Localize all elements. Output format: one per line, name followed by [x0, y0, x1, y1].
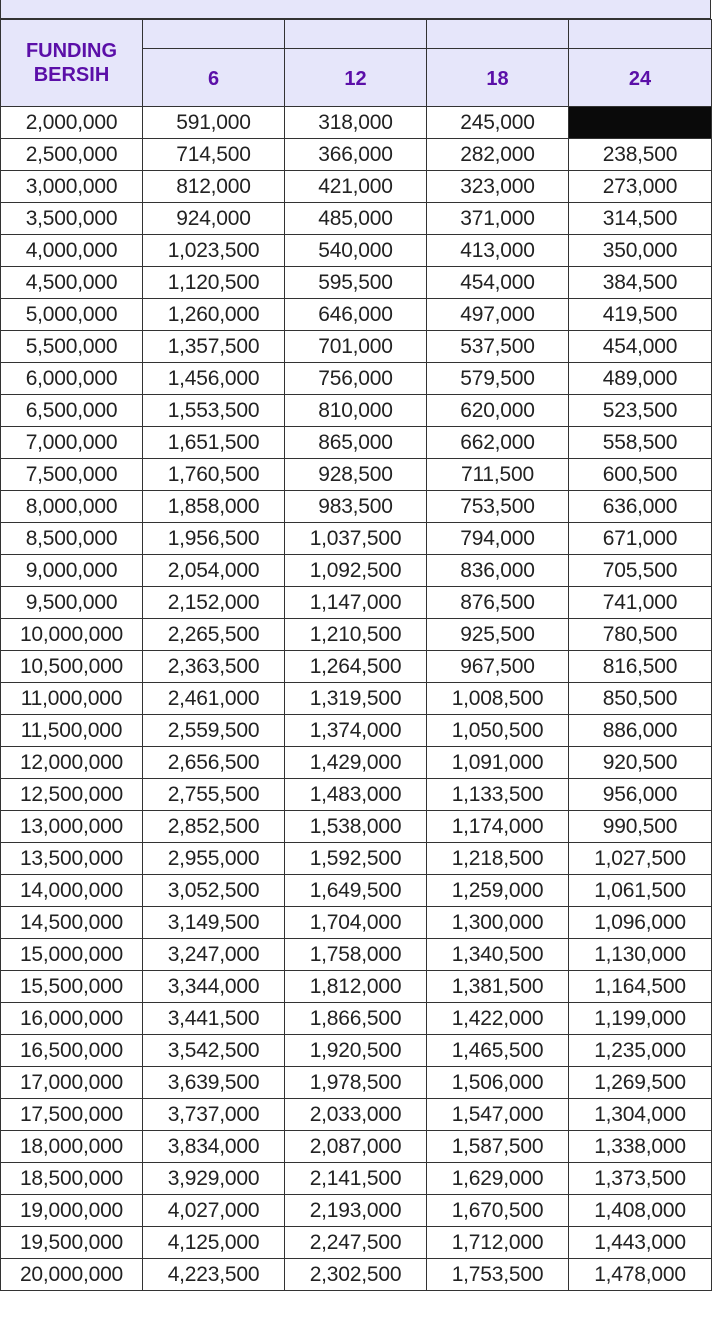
installment-cell-18: 1,670,500	[427, 1195, 569, 1227]
installment-cell-12: 1,429,000	[285, 747, 427, 779]
installment-cell-18: 454,000	[427, 267, 569, 299]
table-row	[1, 747, 712, 779]
installment-cell-12: 701,000	[285, 331, 427, 363]
table-row	[1, 555, 712, 587]
installment-cell-12: 1,538,000	[285, 811, 427, 843]
installment-cell-6: 1,858,000	[143, 491, 285, 523]
installment-cell-24: 1,061,500	[569, 875, 712, 907]
table-row	[1, 203, 712, 235]
installment-cell-24: 1,027,500	[569, 843, 712, 875]
funding-cell: 7,500,000	[1, 459, 143, 491]
table-row	[1, 299, 712, 331]
funding-cell: 7,000,000	[1, 427, 143, 459]
installment-cell-12: 1,037,500	[285, 523, 427, 555]
installment-cell-12: 2,247,500	[285, 1227, 427, 1259]
installment-cell-24: 1,338,000	[569, 1131, 712, 1163]
funding-cell: 14,500,000	[1, 907, 143, 939]
installment-cell-18: 282,000	[427, 139, 569, 171]
funding-cell: 13,500,000	[1, 843, 143, 875]
installment-cell-6: 2,852,500	[143, 811, 285, 843]
table-row	[1, 267, 712, 299]
funding-cell: 16,500,000	[1, 1035, 143, 1067]
installment-cell-6: 1,651,500	[143, 427, 285, 459]
installment-cell-12: 540,000	[285, 235, 427, 267]
installment-cell-12: 1,092,500	[285, 555, 427, 587]
installment-cell-12: 646,000	[285, 299, 427, 331]
installment-cell-24: 1,164,500	[569, 971, 712, 1003]
installment-cell-24: 1,373,500	[569, 1163, 712, 1195]
installment-cell-6: 2,054,000	[143, 555, 285, 587]
table-row	[1, 875, 712, 907]
installment-cell-6: 1,553,500	[143, 395, 285, 427]
tenor-header-spacer	[427, 20, 569, 49]
installment-cell-24: 1,478,000	[569, 1259, 712, 1291]
installment-cell-18: 1,547,000	[427, 1099, 569, 1131]
installment-cell-18: 537,500	[427, 331, 569, 363]
installment-cell-12: 1,704,000	[285, 907, 427, 939]
installment-cell-18: 1,259,000	[427, 875, 569, 907]
installment-cell-18: 1,712,000	[427, 1227, 569, 1259]
funding-cell: 4,000,000	[1, 235, 143, 267]
installment-cell-18: 1,174,000	[427, 811, 569, 843]
funding-cell: 2,000,000	[1, 107, 143, 139]
funding-cell: 8,000,000	[1, 491, 143, 523]
installment-cell-24: 1,199,000	[569, 1003, 712, 1035]
installment-cell-18: 1,381,500	[427, 971, 569, 1003]
funding-cell: 5,000,000	[1, 299, 143, 331]
installment-cell-24: 1,304,000	[569, 1099, 712, 1131]
table-row	[1, 843, 712, 875]
installment-cell-6: 4,125,000	[143, 1227, 285, 1259]
installment-cell-18: 371,000	[427, 203, 569, 235]
installment-cell-6: 3,737,000	[143, 1099, 285, 1131]
installment-cell-12: 2,141,500	[285, 1163, 427, 1195]
installment-cell-18: 1,465,500	[427, 1035, 569, 1067]
table-row	[1, 1099, 712, 1131]
installment-cell-24: 489,000	[569, 363, 712, 395]
installment-cell-6: 3,247,000	[143, 939, 285, 971]
installment-cell-6: 1,357,500	[143, 331, 285, 363]
tenor-header-12: 12	[285, 49, 427, 107]
table-row	[1, 395, 712, 427]
installment-cell-18: 836,000	[427, 555, 569, 587]
installment-cell-18: 967,500	[427, 651, 569, 683]
installment-cell-18: 1,300,000	[427, 907, 569, 939]
installment-cell-18: 662,000	[427, 427, 569, 459]
installment-cell-12: 2,087,000	[285, 1131, 427, 1163]
installment-cell-18: 1,008,500	[427, 683, 569, 715]
installment-cell-24: 1,269,500	[569, 1067, 712, 1099]
installment-cell-12: 2,193,000	[285, 1195, 427, 1227]
funding-cell: 6,500,000	[1, 395, 143, 427]
table-row	[1, 1067, 712, 1099]
tenor-header-18: 18	[427, 49, 569, 107]
tenor-header-spacer	[569, 20, 712, 49]
funding-cell: 15,500,000	[1, 971, 143, 1003]
installment-cell-6: 3,441,500	[143, 1003, 285, 1035]
funding-cell: 18,000,000	[1, 1131, 143, 1163]
installment-cell-6: 1,120,500	[143, 267, 285, 299]
funding-cell: 9,500,000	[1, 587, 143, 619]
installment-cell-12: 1,920,500	[285, 1035, 427, 1067]
funding-cell: 18,500,000	[1, 1163, 143, 1195]
table-top-strip	[0, 0, 711, 19]
funding-column-header	[1, 20, 143, 107]
funding-cell: 17,500,000	[1, 1099, 143, 1131]
funding-cell: 12,000,000	[1, 747, 143, 779]
installment-cell-6: 2,265,500	[143, 619, 285, 651]
installment-cell-12: 1,812,000	[285, 971, 427, 1003]
table-row	[1, 1163, 712, 1195]
funding-header-line1: FUNDING	[25, 40, 118, 62]
funding-cell: 3,000,000	[1, 171, 143, 203]
funding-cell: 19,000,000	[1, 1195, 143, 1227]
funding-cell: 20,000,000	[1, 1259, 143, 1291]
installment-cell-12: 2,302,500	[285, 1259, 427, 1291]
installment-cell-12: 1,866,500	[285, 1003, 427, 1035]
installment-cell-18: 711,500	[427, 459, 569, 491]
installment-cell-12: 1,758,000	[285, 939, 427, 971]
installment-cell-18: 497,000	[427, 299, 569, 331]
table-row	[1, 1227, 712, 1259]
funding-cell: 6,000,000	[1, 363, 143, 395]
funding-cell: 13,000,000	[1, 811, 143, 843]
installment-cell-6: 714,500	[143, 139, 285, 171]
table-row	[1, 587, 712, 619]
installment-cell-18: 876,500	[427, 587, 569, 619]
installment-table	[0, 19, 712, 1291]
installment-cell-24: 886,000	[569, 715, 712, 747]
table-row	[1, 1131, 712, 1163]
installment-cell-12: 2,033,000	[285, 1099, 427, 1131]
installment-cell-24: 1,443,000	[569, 1227, 712, 1259]
table-row	[1, 523, 712, 555]
installment-cell-6: 1,260,000	[143, 299, 285, 331]
installment-cell-24: 419,500	[569, 299, 712, 331]
installment-cell-6: 2,461,000	[143, 683, 285, 715]
installment-cell-12: 366,000	[285, 139, 427, 171]
table-row	[1, 235, 712, 267]
installment-cell-18: 794,000	[427, 523, 569, 555]
installment-cell-6: 3,052,500	[143, 875, 285, 907]
installment-cell-24: 454,000	[569, 331, 712, 363]
table-row	[1, 363, 712, 395]
installment-cell-24: 558,500	[569, 427, 712, 459]
installment-cell-24	[569, 107, 712, 139]
installment-cell-6: 1,956,500	[143, 523, 285, 555]
installment-cell-6: 2,755,500	[143, 779, 285, 811]
installment-cell-24: 600,500	[569, 459, 712, 491]
table-row	[1, 427, 712, 459]
installment-cell-18: 1,218,500	[427, 843, 569, 875]
table-row	[1, 491, 712, 523]
installment-cell-6: 1,760,500	[143, 459, 285, 491]
funding-cell: 11,000,000	[1, 683, 143, 715]
installment-cell-12: 865,000	[285, 427, 427, 459]
installment-cell-12: 485,000	[285, 203, 427, 235]
installment-cell-18: 245,000	[427, 107, 569, 139]
installment-cell-12: 1,649,500	[285, 875, 427, 907]
installment-cell-18: 1,133,500	[427, 779, 569, 811]
installment-cell-6: 2,559,500	[143, 715, 285, 747]
installment-cell-24: 990,500	[569, 811, 712, 843]
installment-cell-12: 928,500	[285, 459, 427, 491]
installment-cell-6: 4,027,000	[143, 1195, 285, 1227]
funding-cell: 12,500,000	[1, 779, 143, 811]
table-row	[1, 107, 712, 139]
installment-cell-6: 3,639,500	[143, 1067, 285, 1099]
installment-cell-12: 1,147,000	[285, 587, 427, 619]
funding-cell: 10,000,000	[1, 619, 143, 651]
installment-cell-12: 421,000	[285, 171, 427, 203]
table-row	[1, 139, 712, 171]
installment-cell-24: 1,408,000	[569, 1195, 712, 1227]
table-body	[1, 107, 712, 1291]
funding-cell: 17,000,000	[1, 1067, 143, 1099]
installment-cell-12: 1,374,000	[285, 715, 427, 747]
installment-cell-18: 323,000	[427, 171, 569, 203]
installment-cell-18: 1,587,500	[427, 1131, 569, 1163]
table-row	[1, 1035, 712, 1067]
installment-cell-6: 591,000	[143, 107, 285, 139]
table-row	[1, 1003, 712, 1035]
installment-cell-6: 812,000	[143, 171, 285, 203]
installment-cell-24: 384,500	[569, 267, 712, 299]
table-row	[1, 779, 712, 811]
funding-cell: 5,500,000	[1, 331, 143, 363]
table-row	[1, 939, 712, 971]
tenor-header-24: 24	[569, 49, 712, 107]
installment-cell-12: 1,264,500	[285, 651, 427, 683]
installment-cell-6: 2,955,000	[143, 843, 285, 875]
installment-cell-24: 741,000	[569, 587, 712, 619]
installment-cell-24: 1,235,000	[569, 1035, 712, 1067]
funding-cell: 14,000,000	[1, 875, 143, 907]
installment-cell-18: 1,422,000	[427, 1003, 569, 1035]
installment-cell-18: 1,629,000	[427, 1163, 569, 1195]
funding-cell: 19,500,000	[1, 1227, 143, 1259]
installment-cell-12: 1,319,500	[285, 683, 427, 715]
installment-cell-6: 2,656,500	[143, 747, 285, 779]
installment-cell-18: 620,000	[427, 395, 569, 427]
installment-cell-6: 2,152,000	[143, 587, 285, 619]
installment-cell-18: 1,050,500	[427, 715, 569, 747]
installment-cell-24: 1,130,000	[569, 939, 712, 971]
funding-header-line2: BERSIH	[33, 64, 110, 86]
installment-cell-6: 1,023,500	[143, 235, 285, 267]
installment-cell-24: 238,500	[569, 139, 712, 171]
installment-cell-24: 816,500	[569, 651, 712, 683]
installment-cell-6: 3,149,500	[143, 907, 285, 939]
installment-cell-18: 1,753,500	[427, 1259, 569, 1291]
installment-cell-12: 1,210,500	[285, 619, 427, 651]
installment-cell-12: 318,000	[285, 107, 427, 139]
table-row	[1, 1259, 712, 1291]
installment-cell-6: 3,344,000	[143, 971, 285, 1003]
installment-cell-24: 273,000	[569, 171, 712, 203]
funding-cell: 4,500,000	[1, 267, 143, 299]
installment-cell-24: 705,500	[569, 555, 712, 587]
installment-cell-24: 350,000	[569, 235, 712, 267]
tenor-header-6: 6	[143, 49, 285, 107]
funding-cell: 11,500,000	[1, 715, 143, 747]
installment-cell-6: 924,000	[143, 203, 285, 235]
installment-cell-6: 3,542,500	[143, 1035, 285, 1067]
table-row	[1, 619, 712, 651]
installment-cell-6: 1,456,000	[143, 363, 285, 395]
installment-cell-18: 413,000	[427, 235, 569, 267]
funding-cell: 16,000,000	[1, 1003, 143, 1035]
installment-cell-6: 4,223,500	[143, 1259, 285, 1291]
installment-cell-18: 925,500	[427, 619, 569, 651]
installment-cell-18: 1,091,000	[427, 747, 569, 779]
table-row	[1, 715, 712, 747]
installment-cell-12: 1,592,500	[285, 843, 427, 875]
installment-cell-18: 1,506,000	[427, 1067, 569, 1099]
installment-cell-24: 920,500	[569, 747, 712, 779]
table-row	[1, 651, 712, 683]
installment-cell-6: 3,929,000	[143, 1163, 285, 1195]
funding-cell: 15,000,000	[1, 939, 143, 971]
installment-cell-12: 595,500	[285, 267, 427, 299]
installment-cell-12: 756,000	[285, 363, 427, 395]
installment-cell-12: 810,000	[285, 395, 427, 427]
installment-cell-24: 636,000	[569, 491, 712, 523]
funding-cell: 9,000,000	[1, 555, 143, 587]
installment-cell-24: 956,000	[569, 779, 712, 811]
installment-cell-24: 780,500	[569, 619, 712, 651]
installment-cell-24: 314,500	[569, 203, 712, 235]
tenor-header-spacer	[285, 20, 427, 49]
installment-cell-24: 850,500	[569, 683, 712, 715]
installment-cell-12: 1,483,000	[285, 779, 427, 811]
funding-cell: 10,500,000	[1, 651, 143, 683]
table-row	[1, 331, 712, 363]
installment-cell-18: 753,500	[427, 491, 569, 523]
table-row	[1, 1195, 712, 1227]
table-row	[1, 683, 712, 715]
funding-cell: 8,500,000	[1, 523, 143, 555]
installment-cell-12: 1,978,500	[285, 1067, 427, 1099]
tenor-header-spacer	[143, 20, 285, 49]
table-row	[1, 971, 712, 1003]
funding-cell: 2,500,000	[1, 139, 143, 171]
installment-cell-6: 3,834,000	[143, 1131, 285, 1163]
installment-cell-6: 2,363,500	[143, 651, 285, 683]
table-row	[1, 907, 712, 939]
installment-cell-24: 523,500	[569, 395, 712, 427]
installment-cell-24: 1,096,000	[569, 907, 712, 939]
installment-cell-18: 1,340,500	[427, 939, 569, 971]
installment-cell-12: 983,500	[285, 491, 427, 523]
installment-cell-18: 579,500	[427, 363, 569, 395]
funding-cell: 3,500,000	[1, 203, 143, 235]
table-row	[1, 171, 712, 203]
installment-cell-24: 671,000	[569, 523, 712, 555]
table-row	[1, 459, 712, 491]
table-row	[1, 811, 712, 843]
